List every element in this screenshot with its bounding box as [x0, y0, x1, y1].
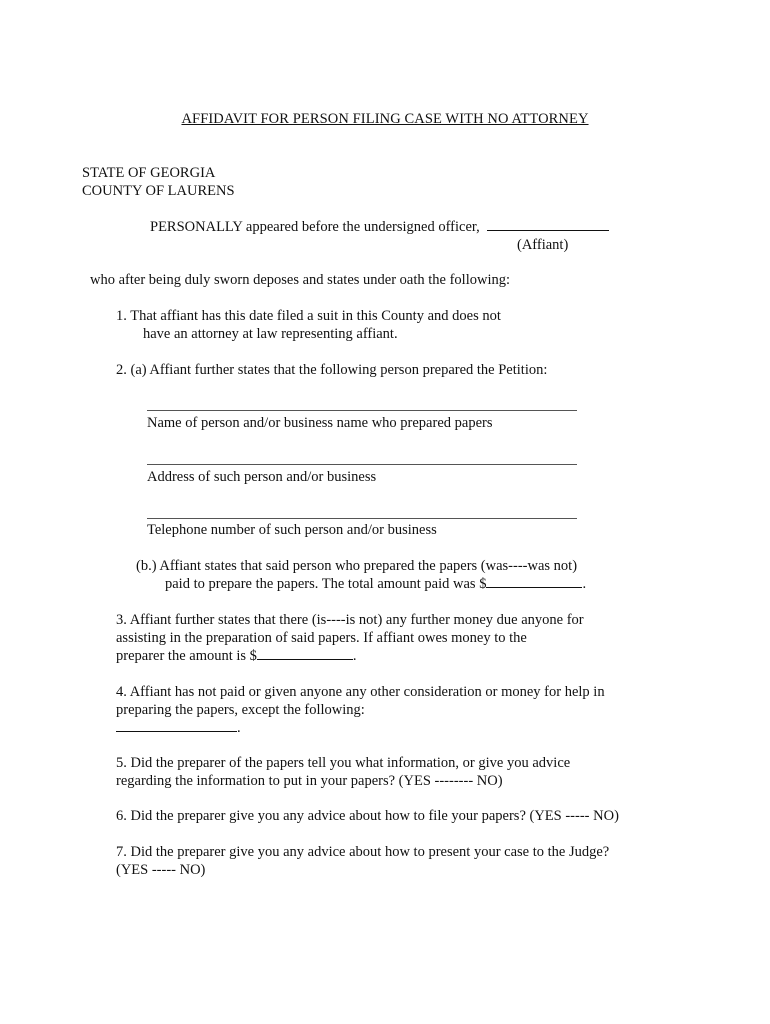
item2-b-line1: (b.) Affiant states that said person who prepared the papers (was----was not) [136, 558, 578, 574]
phone-signature-line [147, 518, 577, 519]
item7-line2: (YES ----- NO) [116, 862, 206, 878]
item6-line1: 6. Did the preparer give you any advice about how to file your papers? (YES ----- NO) [116, 808, 619, 824]
address-caption: Address of such person and/or business [147, 469, 377, 485]
address-signature-line [147, 464, 577, 465]
item1-line1: 1. That affiant has this date filed a suit in this County and does not [116, 308, 501, 324]
name-caption: Name of person and/or business name who prepared papers [147, 415, 493, 431]
amount-owed-blank [257, 647, 353, 660]
item3-line2: assisting in the preparation of said papers. If affiant owes money to the [116, 630, 527, 646]
item4-line3 [116, 719, 241, 737]
appeared-text: PERSONALLY appeared before the undersigned officer, [150, 219, 480, 235]
name-signature-line [147, 410, 577, 411]
county-line: COUNTY OF LAURENS [82, 183, 235, 199]
phone-caption: Telephone number of such person and/or business [147, 522, 437, 538]
item4-line1: 4. Affiant has not paid or given anyone any other consideration or money for help in [116, 684, 605, 700]
item2-a-line: 2. (a) Affiant further states that the following person prepared the Petition: [116, 362, 548, 378]
item3-line1: 3. Affiant further states that there (is----is not) any further money due anyone for [116, 612, 584, 628]
item5-line2: regarding the information to put in your papers? (YES -------- NO) [116, 773, 503, 789]
amount-paid-blank [486, 575, 582, 588]
item5-line1: 5. Did the preparer of the papers tell you what information, or give you advice [116, 755, 571, 771]
item2-b-line2 [165, 575, 586, 593]
item4-period: . [237, 720, 241, 736]
item3-period: . [352, 648, 357, 664]
item3-line3 [116, 647, 357, 665]
item3-text: preparer the amount is $ [116, 648, 257, 664]
item2-b-text: paid to prepare the papers. The total amount paid was $ [165, 576, 487, 592]
document-title: AFFIDAVIT FOR PERSON FILING CASE WITH NO ATTORNEY [181, 111, 589, 127]
affiant-label: (Affiant) [517, 237, 569, 253]
appeared-line [150, 218, 609, 236]
state-line: STATE OF GEORGIA [82, 165, 216, 181]
exception-blank [116, 719, 237, 732]
sworn-statement: who after being duly sworn deposes and states under oath the following: [90, 272, 511, 288]
item4-line2: preparing the papers, except the following: [116, 702, 365, 718]
item7-line1: 7. Did the preparer give you any advice about how to present your case to the Judge? [116, 844, 610, 860]
affiant-name-blank [487, 218, 609, 231]
item1-line2: have an attorney at law representing affiant. [143, 326, 398, 342]
item2-b-period: . [582, 576, 587, 592]
